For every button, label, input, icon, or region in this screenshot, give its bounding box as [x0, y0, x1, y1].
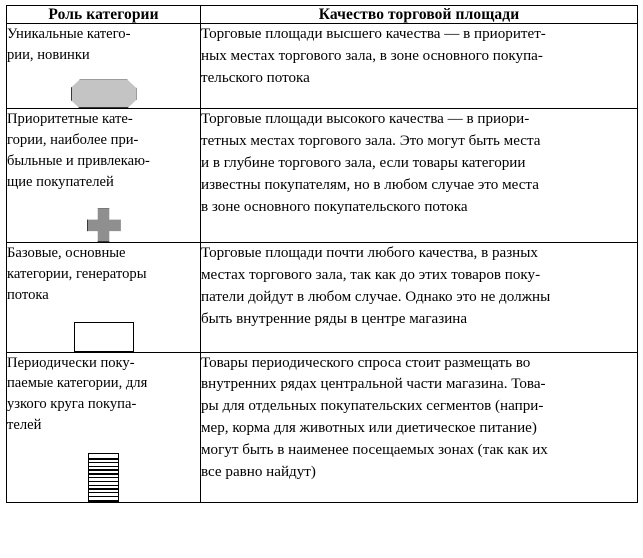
text-line: ры для отдельных покупательских сегментов (напри- [201, 398, 544, 415]
stripe-line [89, 473, 118, 474]
text-line: Торговые площади высшего качества — в приоритет- [201, 26, 546, 43]
text-line: внутренних рядах центральной части магазина. Това- [201, 376, 546, 393]
role-text [7, 353, 200, 436]
text-line: Приоритетные кате- [7, 111, 133, 128]
role-cell [7, 24, 201, 109]
table-body [7, 24, 638, 503]
text-line: Периодически поку- [7, 354, 135, 371]
role-cell [7, 243, 201, 352]
shape-container [7, 208, 200, 242]
text-line: паемые категории, для [7, 375, 148, 392]
quality-cell [201, 243, 638, 352]
text-line: рии, новинки [7, 46, 90, 63]
text-line: быть внутренние ряды в центре магазина [201, 310, 468, 327]
text-line: и в глубине торгового зала, если товары категории [201, 155, 526, 172]
stripe-line [89, 477, 118, 478]
text-line: Торговые площади почти любого качества, в разных [201, 245, 538, 262]
table-header-row [7, 6, 638, 24]
text-line: категории, генераторы [7, 266, 147, 283]
role-cell [7, 352, 201, 503]
text-line: Уникальные катего- [7, 26, 131, 43]
text-line: ных местах торгового зала, в зоне основного покупа- [201, 47, 543, 64]
stripe-line [89, 492, 118, 493]
quality-text [201, 243, 637, 331]
quality-text [201, 24, 637, 90]
stripe-line [89, 485, 118, 486]
text-line: мер, корма для животных или диетическое питание) [201, 420, 537, 437]
shape-container [7, 79, 200, 108]
stripe-line [89, 458, 118, 459]
quality-text [201, 109, 637, 218]
stripe-line [89, 496, 118, 497]
stripe-line [89, 466, 118, 467]
striped-rectangle-icon [88, 453, 119, 502]
text-line: Торговые площади высокого качества — в приори- [201, 111, 530, 128]
quality-cell [201, 352, 638, 503]
stripe-line [89, 500, 118, 501]
text-line: все равно найдут) [201, 463, 316, 480]
role-cell [7, 109, 201, 243]
category-role-table [6, 5, 638, 503]
text-line: узкого круга покупа- [7, 395, 137, 412]
role-text [7, 24, 200, 65]
text-line: щие покупателей [7, 173, 114, 190]
stripe-line [89, 488, 118, 489]
table-row [7, 109, 638, 243]
role-text [7, 109, 200, 192]
quality-cell [201, 109, 638, 243]
stripe-line [89, 481, 118, 482]
text-line: быльные и привлекаю- [7, 152, 150, 169]
stripe-line [89, 469, 118, 470]
text-line: известны покупателям, но в любом случае это места [201, 177, 539, 194]
table-row [7, 24, 638, 109]
text-line: могут быть в наименее посещаемых зонах (так как их [201, 442, 548, 459]
stripe-line [89, 462, 118, 463]
column-header-role: Роль категории [7, 6, 201, 24]
quality-text [201, 353, 637, 484]
shape-container [7, 322, 200, 352]
text-line: местах торгового зала, так как до этих товаров поку- [201, 267, 541, 284]
text-line: Товары периодического спроса стоит размещать во [201, 354, 531, 371]
text-line: в зоне основного покупательского потока [201, 198, 468, 215]
table-row [7, 352, 638, 503]
rectangle-icon [74, 322, 134, 352]
octagon-icon [71, 79, 137, 108]
text-line: тельского потока [201, 69, 310, 86]
text-line: патели дойдут в любом случае. Однако это не должны [201, 289, 551, 306]
cross-icon [87, 208, 121, 242]
text-line: гории, наиболее при- [7, 132, 139, 149]
text-line: потока [7, 286, 49, 303]
text-line: Базовые, основные [7, 245, 126, 262]
text-line: тетных местах торгового зала. Это могут быть места [201, 133, 541, 150]
quality-cell [201, 24, 638, 109]
role-text [7, 243, 200, 305]
column-header-quality: Качество торговой площади [201, 6, 638, 24]
text-line: телей [7, 416, 42, 433]
table-row [7, 243, 638, 352]
shape-container [7, 453, 200, 502]
table-header [7, 6, 638, 24]
